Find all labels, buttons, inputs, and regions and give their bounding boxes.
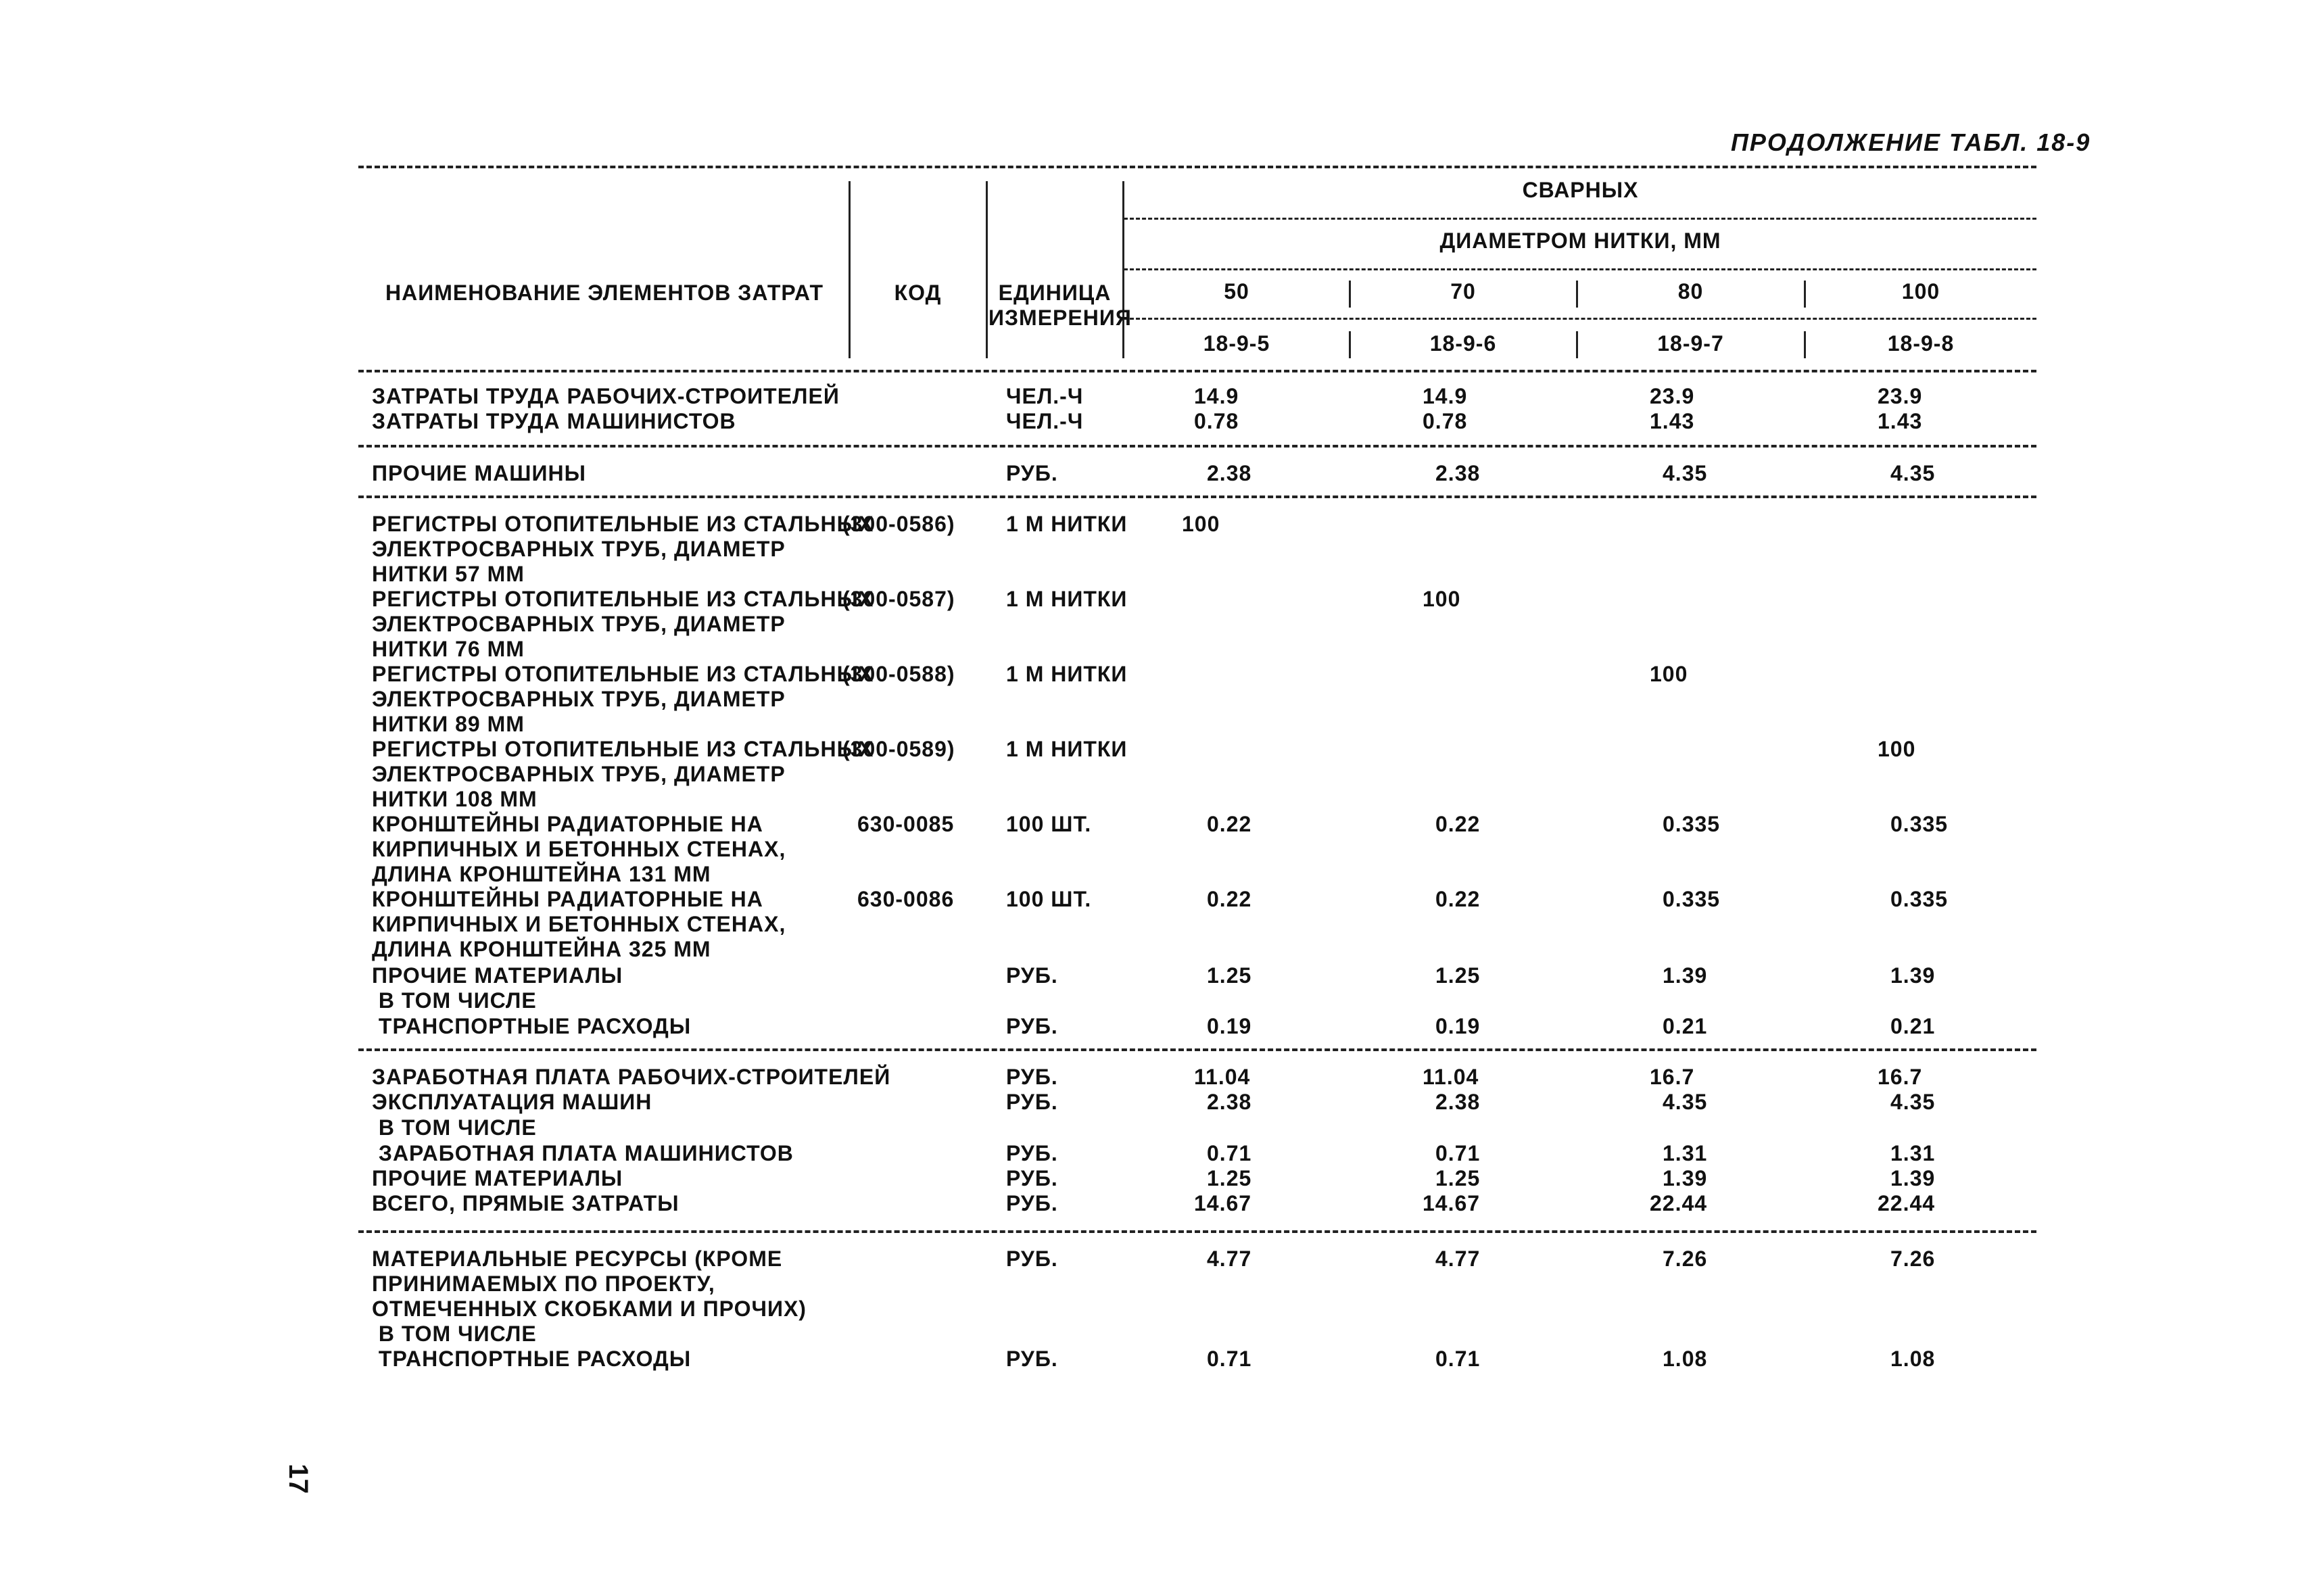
row-value: 100 [1423, 587, 1461, 611]
row-value: 0.335 [1890, 887, 1949, 911]
row-name-line: ПРИНИМАЕМЫХ ПО ПРОЕКТУ, [372, 1272, 715, 1296]
row-unit: 1 М НИТКИ [1006, 737, 1128, 761]
header-top-rule [358, 166, 2036, 168]
row-code: (300-0589) [842, 737, 955, 761]
header-unit-column: ЕДИНИЦА [998, 281, 1112, 305]
header-rule-3 [1124, 318, 2036, 320]
section-rule [358, 1048, 2036, 1051]
row-unit: РУБ. [1006, 1347, 1058, 1371]
header-subgroup: ДИАМЕТРОМ НИТКИ, ММ [1439, 228, 1721, 253]
row-value: 14.67 [1423, 1191, 1481, 1215]
row-value: 0.22 [1435, 812, 1481, 836]
row-value: 4.35 [1663, 1090, 1708, 1114]
row-value: 22.44 [1650, 1191, 1708, 1215]
row-name: КРОНШТЕЙНЫ РАДИАТОРНЫЕ НА [372, 887, 763, 911]
row-name: ЗАТРАТЫ ТРУДА МАШИНИСТОВ [372, 409, 736, 433]
row-unit: 1 М НИТКИ [1006, 662, 1128, 686]
row-name-line: НИТКИ 76 ММ [372, 637, 525, 661]
header-code-column: КОД [894, 281, 942, 305]
row-value: 11.04 [1194, 1065, 1251, 1089]
row-value: 0.335 [1663, 887, 1721, 911]
row-value: 100 [1182, 512, 1220, 536]
row-value: 100 [1878, 737, 1916, 761]
row-name: РЕГИСТРЫ ОТОПИТЕЛЬНЫЕ ИЗ СТАЛЬНЫХ [372, 587, 874, 611]
section-rule [358, 1230, 2036, 1233]
row-value: 4.35 [1890, 461, 1936, 485]
row-value: 23.9 [1878, 384, 1923, 408]
row-value: 23.9 [1650, 384, 1695, 408]
row-value: 1.08 [1890, 1347, 1936, 1371]
row-name: РЕГИСТРЫ ОТОПИТЕЛЬНЫЕ ИЗ СТАЛЬНЫХ [372, 737, 874, 761]
row-value: 0.335 [1663, 812, 1721, 836]
header-divider [986, 181, 988, 358]
row-value: 2.38 [1207, 1090, 1252, 1114]
row-name: В ТОМ ЧИСЛЕ [372, 988, 537, 1013]
row-name: ТРАНСПОРТНЫЕ РАСХОДЫ [372, 1347, 692, 1371]
row-value: 0.21 [1663, 1014, 1708, 1038]
row-unit: ЧЕЛ.-Ч [1006, 384, 1084, 408]
row-name-line: ЭЛЕКТРОСВАРНЫХ ТРУБ, ДИАМЕТР [372, 762, 786, 786]
row-value: 1.25 [1435, 1166, 1481, 1190]
row-name: ПРОЧИЕ МАТЕРИАЛЫ [372, 1166, 623, 1190]
row-value: 2.38 [1207, 461, 1252, 485]
row-value: 22.44 [1878, 1191, 1936, 1215]
header-norm-code: 18-9-7 [1657, 331, 1724, 356]
header-diameter: 50 [1224, 279, 1249, 304]
page-number: 17 [283, 1464, 313, 1494]
row-name: ТРАНСПОРТНЫЕ РАСХОДЫ [372, 1014, 692, 1038]
row-value: 1.25 [1207, 1166, 1252, 1190]
row-value: 0.71 [1207, 1141, 1252, 1165]
row-name-line: ЭЛЕКТРОСВАРНЫХ ТРУБ, ДИАМЕТР [372, 537, 786, 561]
row-name-line: ЭЛЕКТРОСВАРНЫХ ТРУБ, ДИАМЕТР [372, 612, 786, 636]
header-divider [1576, 331, 1578, 358]
header-norm-code: 18-9-8 [1887, 331, 1955, 356]
row-name: ПРОЧИЕ МАТЕРИАЛЫ [372, 963, 623, 988]
row-name: МАТЕРИАЛЬНЫЕ РЕСУРСЫ (КРОМЕ [372, 1247, 783, 1271]
row-unit: РУБ. [1006, 1090, 1058, 1114]
row-value: 1.39 [1663, 1166, 1708, 1190]
row-name-line: НИТКИ 108 ММ [372, 787, 538, 811]
row-unit: РУБ. [1006, 1065, 1058, 1089]
row-name-line: НИТКИ 57 ММ [372, 562, 525, 586]
row-name: РЕГИСТРЫ ОТОПИТЕЛЬНЫЕ ИЗ СТАЛЬНЫХ [372, 512, 874, 536]
row-unit: ЧЕЛ.-Ч [1006, 409, 1084, 433]
row-value: 1.43 [1878, 409, 1923, 433]
row-name: ВСЕГО, ПРЯМЫЕ ЗАТРАТЫ [372, 1191, 679, 1215]
row-value: 0.19 [1435, 1014, 1481, 1038]
row-value: 0.22 [1435, 887, 1481, 911]
header-diameter: 100 [1901, 279, 1940, 304]
header-unit-column-line2: ИЗМЕРЕНИЯ [988, 306, 1132, 330]
row-value: 7.26 [1890, 1247, 1936, 1271]
row-unit: 100 ШТ. [1006, 812, 1092, 836]
header-divider [1804, 331, 1806, 358]
row-unit: РУБ. [1006, 1014, 1058, 1038]
row-name: ПРОЧИЕ МАШИНЫ [372, 461, 586, 485]
header-bottom-rule [358, 370, 2036, 372]
row-name-line: ДЛИНА КРОНШТЕЙНА 131 ММ [372, 862, 711, 886]
header-divider [1349, 281, 1351, 308]
row-value: 0.22 [1207, 887, 1252, 911]
row-value: 1.43 [1650, 409, 1695, 433]
row-unit: 1 М НИТКИ [1006, 512, 1128, 536]
row-value: 4.35 [1890, 1090, 1936, 1114]
row-unit: РУБ. [1006, 1247, 1058, 1271]
row-value: 0.19 [1207, 1014, 1252, 1038]
row-name-line: КИРПИЧНЫХ И БЕТОННЫХ СТЕНАХ, [372, 912, 786, 936]
row-value: 14.9 [1423, 384, 1468, 408]
row-unit: 1 М НИТКИ [1006, 587, 1128, 611]
header-rule-2 [1124, 268, 2036, 270]
row-value: 2.38 [1435, 461, 1481, 485]
header-diameter: 70 [1450, 279, 1476, 304]
section-rule [358, 495, 2036, 498]
row-name-line: В ТОМ ЧИСЛЕ [372, 1322, 537, 1346]
row-value: 0.335 [1890, 812, 1949, 836]
row-code: 630-0085 [857, 812, 955, 836]
row-value: 1.25 [1207, 963, 1252, 988]
row-value: 0.78 [1423, 409, 1468, 433]
row-value: 0.71 [1435, 1347, 1481, 1371]
row-value: 14.9 [1194, 384, 1239, 408]
row-value: 11.04 [1423, 1065, 1479, 1089]
row-value: 0.78 [1194, 409, 1239, 433]
row-value: 7.26 [1663, 1247, 1708, 1271]
row-unit: РУБ. [1006, 1191, 1058, 1215]
header-divider [849, 181, 851, 358]
row-name: ЭКСПЛУАТАЦИЯ МАШИН [372, 1090, 652, 1114]
row-unit: 100 ШТ. [1006, 887, 1092, 911]
row-unit: РУБ. [1006, 1166, 1058, 1190]
row-value: 1.31 [1890, 1141, 1936, 1165]
row-code: 630-0086 [857, 887, 955, 911]
row-value: 1.08 [1663, 1347, 1708, 1371]
row-value: 100 [1650, 662, 1688, 686]
row-value: 0.71 [1435, 1141, 1481, 1165]
header-divider [1122, 181, 1124, 358]
header-divider [1804, 281, 1806, 308]
row-code: (300-0586) [842, 512, 955, 536]
row-value: 4.77 [1435, 1247, 1481, 1271]
row-value: 1.39 [1663, 963, 1708, 988]
row-value: 2.38 [1435, 1090, 1481, 1114]
row-name-line: ОТМЕЧЕННЫХ СКОБКАМИ И ПРОЧИХ) [372, 1297, 807, 1321]
row-name: В ТОМ ЧИСЛЕ [372, 1115, 537, 1140]
row-name: РЕГИСТРЫ ОТОПИТЕЛЬНЫЕ ИЗ СТАЛЬНЫХ [372, 662, 874, 686]
row-value: 16.7 [1650, 1065, 1695, 1089]
row-unit: РУБ. [1006, 461, 1058, 485]
row-value: 4.77 [1207, 1247, 1252, 1271]
row-name: ЗАРАБОТНАЯ ПЛАТА МАШИНИСТОВ [372, 1141, 794, 1165]
row-value: 0.21 [1890, 1014, 1936, 1038]
row-value: 1.39 [1890, 1166, 1936, 1190]
row-value: 16.7 [1878, 1065, 1923, 1089]
row-value: 4.35 [1663, 461, 1708, 485]
row-name-line: ЭЛЕКТРОСВАРНЫХ ТРУБ, ДИАМЕТР [372, 687, 786, 711]
row-code: (300-0588) [842, 662, 955, 686]
row-code: (300-0587) [842, 587, 955, 611]
row-name: ЗАТРАТЫ ТРУДА РАБОЧИХ-СТРОИТЕЛЕЙ [372, 384, 840, 408]
row-value: 1.39 [1890, 963, 1936, 988]
row-unit: РУБ. [1006, 963, 1058, 988]
header-diameter: 80 [1677, 279, 1704, 304]
row-name: ЗАРАБОТНАЯ ПЛАТА РАБОЧИХ-СТРОИТЕЛЕЙ [372, 1065, 891, 1089]
header-rule-1 [1124, 218, 2036, 220]
section-rule [358, 445, 2036, 448]
row-value: 1.25 [1435, 963, 1481, 988]
header-name-column: НАИМЕНОВАНИЕ ЭЛЕМЕНТОВ ЗАТРАТ [385, 281, 824, 305]
header-norm-code: 18-9-5 [1203, 331, 1270, 356]
header-divider [1349, 331, 1351, 358]
row-value: 14.67 [1194, 1191, 1252, 1215]
header-norm-code: 18-9-6 [1429, 331, 1497, 356]
table-continuation-caption: ПРОДОЛЖЕНИЕ ТАБЛ. 18-9 [1731, 128, 2091, 156]
row-name-line: НИТКИ 89 ММ [372, 712, 525, 736]
row-value: 0.22 [1207, 812, 1252, 836]
header-divider [1576, 281, 1578, 308]
row-name-line: ДЛИНА КРОНШТЕЙНА 325 ММ [372, 937, 711, 961]
row-value: 0.71 [1207, 1347, 1252, 1371]
row-value: 1.31 [1663, 1141, 1708, 1165]
row-unit: РУБ. [1006, 1141, 1058, 1165]
row-name-line: КИРПИЧНЫХ И БЕТОННЫХ СТЕНАХ, [372, 837, 786, 861]
row-name: КРОНШТЕЙНЫ РАДИАТОРНЫЕ НА [372, 812, 763, 836]
header-group: СВАРНЫХ [1522, 178, 1639, 202]
